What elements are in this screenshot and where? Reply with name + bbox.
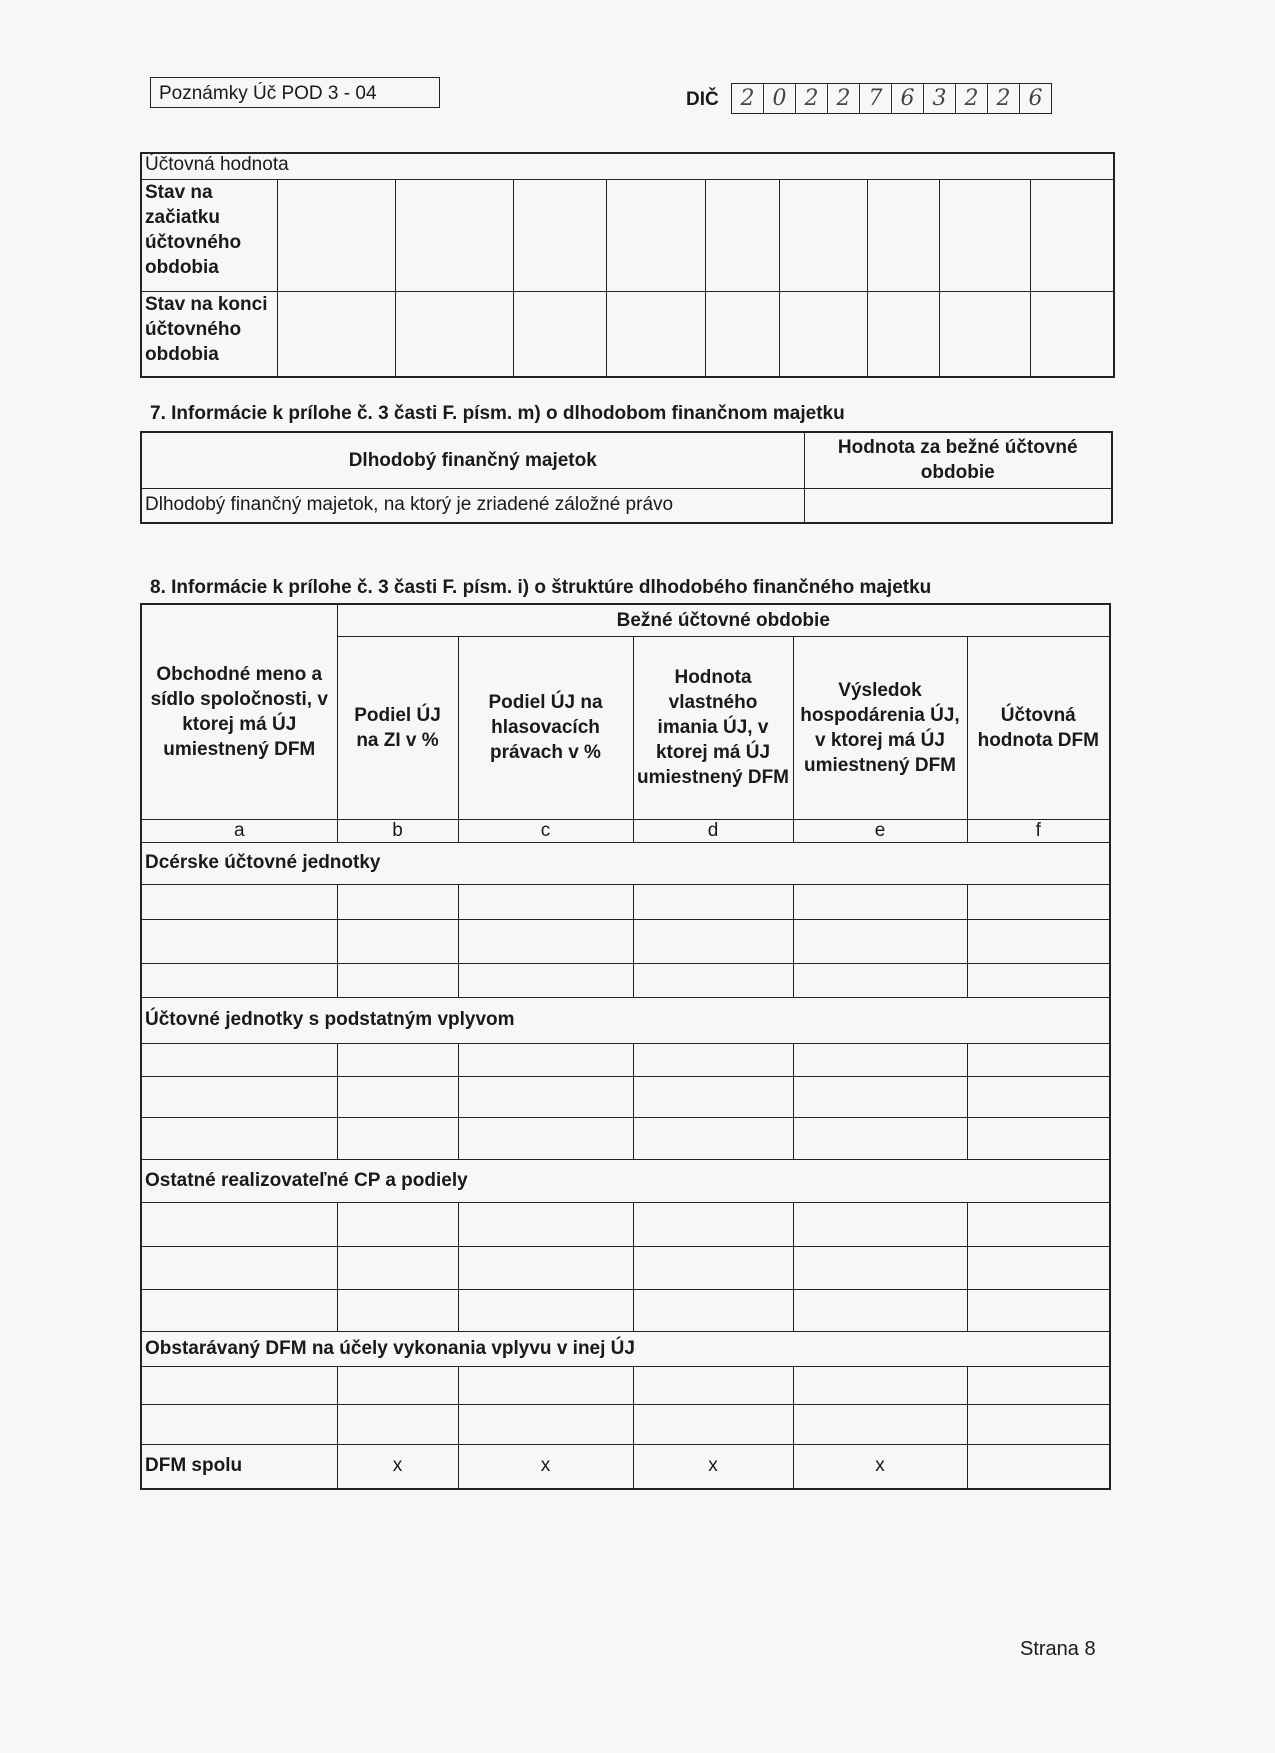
col-header-a [141,604,337,819]
dic-digit: 6 [1028,86,1043,111]
period-header: Bežné účtovné obdobie [337,604,1110,636]
row-label-pledged: Dlhodobý finančný majetok, na ktorý je zriadené záložné právo [141,488,804,523]
row-label-start: Stav na začiatku účtovného obdobia [141,179,277,291]
col-letter-a: a [141,819,337,842]
total-mark-e: x [793,1444,967,1489]
col-header-c: Podiel ÚJ na hlasovacích právach v % [458,636,633,819]
col-letter-b: b [337,819,458,842]
section8-title: 8. Informácie k prílohe č. 3 časti F. písm. i) o štruktúre dlhodobého finančného majetku [150,577,932,598]
table-section8 [140,603,1111,1490]
dic-digit: 3 [924,84,956,113]
total-mark-b: x [337,1444,458,1489]
dic-digit: 0 [764,84,796,113]
table1-title: Účtovná hodnota [141,153,1114,179]
group-other-securities: Ostatné realizovateľné CP a podiely [141,1159,1110,1202]
group-acquired-dfm: Obstarávaný DFM na účely vykonania vplyvu v inej ÚJ [141,1331,1110,1366]
col-a-label: Obchodné meno a sídlo spoločnosti, v ktorej má ÚJ umiestnený DFM [150,663,328,760]
col-letter-c: c [458,819,633,842]
dic-digit: 2 [988,84,1020,113]
total-mark-d: x [633,1444,793,1489]
dic-digit: 2 [732,84,764,113]
dic-digit: 7 [860,84,892,113]
col-header-b: Podiel ÚJ na ZI v % [337,636,458,819]
col-letter-f: f [967,819,1110,842]
col-header-value: Hodnota za bežné účtovné obdobie [804,432,1112,488]
col-letter-d: d [633,819,793,842]
section7-title: 7. Informácie k prílohe č. 3 časti F. písm. m) o dlhodobom finančnom majetku [150,403,845,424]
group-subsidiaries: Dcérske účtovné jednotky [141,842,1110,884]
total-mark-c: x [458,1444,633,1489]
dic-field [731,83,1052,114]
form-id-box: Poznámky Úč POD 3 - 04 [150,77,440,108]
table-carrying-value [140,152,1115,378]
col-header-d: Hodnota vlastného imania ÚJ, v ktorej má ÚJ umiestnený DFM [633,636,793,819]
table-section7 [140,431,1113,524]
dic-digit: 2 [828,84,860,113]
col-letter-e: e [793,819,967,842]
dic-label: DIČ [686,89,719,110]
group-significant-influence: Účtovné jednotky s podstatným vplyvom [141,997,1110,1043]
col-header-f: Účtovná hodnota DFM [967,636,1110,819]
dic-digit: 2 [956,84,988,113]
row-label-end: Stav na konci účtovného obdobia [141,291,277,377]
dic-digit: 6 [892,84,924,113]
col-header-e: Výsledok hospodárenia ÚJ, v ktorej má ÚJ umiestnený DFM [793,636,967,819]
dic-digit: 2 [796,84,828,113]
col-header-dfm: Dlhodobý finančný majetok [141,432,804,488]
total-label: DFM spolu [141,1444,337,1489]
page-number: Strana 8 [1020,1638,1096,1660]
